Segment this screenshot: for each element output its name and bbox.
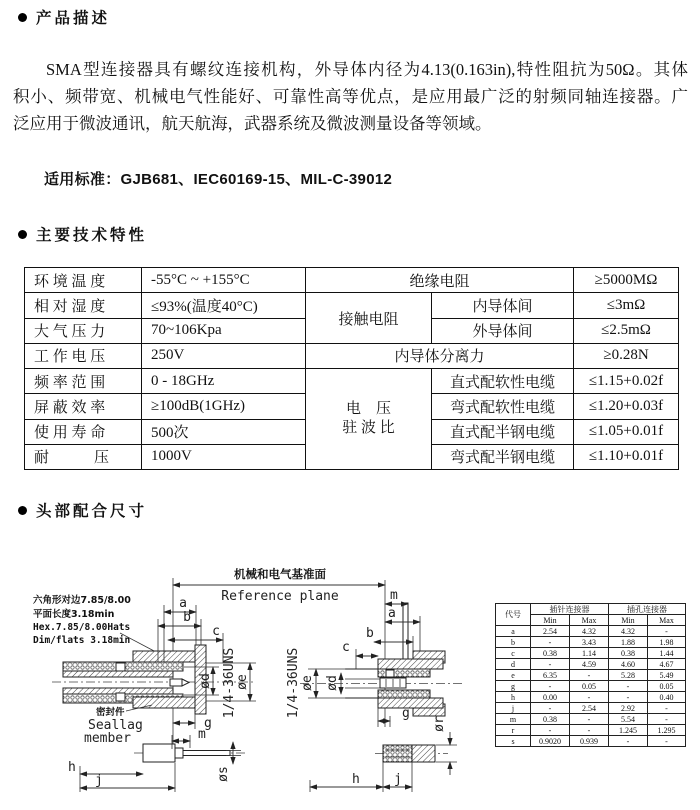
dim-cell: 2.54 [531, 626, 570, 637]
mating-dimension-figure [0, 545, 700, 810]
dim-cell: - [570, 670, 609, 681]
table-row [25, 369, 679, 394]
spec-result: ≥5000MΩ [574, 268, 679, 293]
dim-label-h: h [352, 772, 360, 787]
spec-result: ≥0.28N [574, 343, 679, 368]
spec-value: -55°C ~ +155°C [142, 268, 306, 293]
spec-sub: 直式配半钢电缆 [432, 419, 574, 444]
spec-sub: 外导体间 [432, 318, 574, 343]
note-line: 平面长度3.18min [33, 609, 115, 620]
table-row [496, 670, 686, 681]
dim-cell: 0.05 [648, 681, 686, 692]
seal-member-annotation [84, 705, 152, 746]
table-row [496, 714, 686, 725]
dim-cell: 6.35 [531, 670, 570, 681]
section-heading-product-description [18, 6, 110, 28]
note-line: 六角形对边7.85/8.00 [33, 595, 131, 606]
heading-text: 头部配合尺寸 [36, 502, 148, 520]
bullet-icon [18, 506, 27, 515]
table-row [496, 648, 686, 659]
dim-label-g: g [402, 706, 410, 721]
dim-cell: - [531, 703, 570, 714]
spec-label: 大 气 压 力 [25, 318, 142, 343]
dim-cell: 4.59 [570, 659, 609, 670]
dim-label-m: m [390, 588, 398, 603]
spec-result: ≤1.10+0.01f [574, 444, 679, 469]
dim-cell: 2.92 [609, 703, 648, 714]
dim-code: a [496, 626, 531, 637]
seal-label-cn: 密封件 [96, 707, 125, 718]
applicable-standards: 适用标准：GJB681、IEC60169-15、MIL-C-39012 [44, 171, 393, 188]
spec-result: ≤1.15+0.02f [574, 369, 679, 394]
dim-label-j: j [95, 773, 103, 788]
dim-code: s [496, 736, 531, 747]
dim-code: h [496, 692, 531, 703]
hex-note-annotation [33, 594, 156, 652]
spec-value: 250V [142, 343, 306, 368]
spec-result: ≤2.5mΩ [574, 318, 679, 343]
heading-text: 主要技术特性 [36, 226, 148, 244]
dim-cell: 1.98 [648, 637, 686, 648]
spec-sub: 弯式配软性电缆 [432, 394, 574, 419]
dim-code: c [496, 648, 531, 659]
dim-header-jack: 插孔连接器 [609, 604, 686, 615]
dim-header-max: Max [648, 615, 686, 626]
table-row [496, 736, 686, 747]
dim-cell: 5.54 [609, 714, 648, 725]
dim-cell: 4.60 [609, 659, 648, 670]
section-heading-technical-characteristics [18, 223, 147, 245]
dim-cell: 0.9020 [531, 736, 570, 747]
dim-label-or: ør [432, 716, 447, 732]
reference-plane-label-en: Reference plane [221, 589, 339, 604]
spec-label: 使 用 寿 命 [25, 419, 142, 444]
dim-cell: 1.88 [609, 637, 648, 648]
spec-mid [306, 369, 432, 470]
jack-connector-drawing [286, 588, 465, 727]
spec-label: 耐 压 [25, 444, 142, 469]
dim-header-min: Min [609, 615, 648, 626]
dim-cell: - [531, 659, 570, 670]
dim-label-g: g [204, 716, 212, 731]
dim-label-m: m [198, 727, 206, 742]
spec-mid: 绝缘电阻 [306, 268, 574, 293]
spec-result: ≤3mΩ [574, 293, 679, 318]
spec-sub: 弯式配半钢电缆 [432, 444, 574, 469]
table-row [496, 725, 686, 736]
dim-cell: - [648, 736, 686, 747]
dim-cell: - [648, 703, 686, 714]
table-row [25, 293, 679, 318]
dim-code: r [496, 725, 531, 736]
vswr-line: 电 压 [345, 401, 391, 417]
dim-label-b: b [366, 626, 374, 641]
spec-label: 频 率 范 围 [25, 369, 142, 394]
spec-result: ≤1.20+0.03f [574, 394, 679, 419]
spec-sub: 直式配软性电缆 [432, 369, 574, 394]
seal-label-en: Seallag [88, 718, 143, 733]
dim-header-min: Min [531, 615, 570, 626]
dim-label-a: a [388, 606, 396, 621]
dim-code: m [496, 714, 531, 725]
dim-cell: - [570, 725, 609, 736]
spec-mid: 内导体分离力 [306, 343, 574, 368]
table-row [496, 681, 686, 692]
dim-label-os: øs [216, 766, 231, 782]
dim-cell: 0.38 [531, 648, 570, 659]
dim-cell: - [609, 692, 648, 703]
section-heading-mating-dimensions [18, 499, 147, 521]
dim-cell: - [531, 637, 570, 648]
spec-value: ≤93%(温度40°C) [142, 293, 306, 318]
spec-result: ≤1.05+0.01f [574, 419, 679, 444]
table-row [496, 626, 686, 637]
dim-cell: - [648, 714, 686, 725]
dim-cell: 0.00 [531, 692, 570, 703]
dim-cell: - [570, 692, 609, 703]
dim-cell: 3.43 [570, 637, 609, 648]
dim-cell: - [648, 626, 686, 637]
spec-value: 70~106Kpa [142, 318, 306, 343]
dim-label-od: ød [198, 673, 213, 689]
table-row [496, 604, 686, 615]
table-row [496, 692, 686, 703]
seal-label-en: member [84, 731, 131, 746]
thread-label: 1/4-36UNS [286, 647, 301, 719]
dim-cell: - [609, 736, 648, 747]
table-row [496, 703, 686, 714]
dim-code: d [496, 659, 531, 670]
dim-label-c: c [212, 624, 220, 639]
dim-cell: 1.245 [609, 725, 648, 736]
dim-cell: 0.05 [570, 681, 609, 692]
spec-table [24, 267, 679, 470]
dim-cell: - [531, 681, 570, 692]
dim-label-c: c [342, 640, 350, 655]
spec-value: 1000V [142, 444, 306, 469]
spec-label: 环 境 温 度 [25, 268, 142, 293]
note-line: Hex.7.85/8.00Hats [33, 622, 131, 633]
dim-table [495, 603, 686, 747]
dim-cell: 5.49 [648, 670, 686, 681]
dim-header-pin: 插针连接器 [531, 604, 609, 615]
dim-cell: 0.38 [531, 714, 570, 725]
dim-cell: 5.28 [609, 670, 648, 681]
dim-code: b [496, 637, 531, 648]
dim-cell: 4.32 [570, 626, 609, 637]
spec-mid: 接触电阻 [306, 293, 432, 344]
paragraph-line: 泛应用于微波通讯，航天航海，武器系统及微波测量设备等领域。 [13, 114, 492, 133]
dim-cell: 4.67 [648, 659, 686, 670]
dim-label-a: a [179, 596, 187, 611]
dim-code: g [496, 681, 531, 692]
dim-cell: 0.939 [570, 736, 609, 747]
thread-label: 1/4-36UNS [222, 647, 237, 719]
spec-value: 0 - 18GHz [142, 369, 306, 394]
vswr-line: 驻 波 比 [342, 420, 395, 436]
dim-cell: 1.44 [648, 648, 686, 659]
dim-cell: - [609, 681, 648, 692]
dim-header-code: 代号 [496, 604, 531, 626]
spec-value: ≥100dB(1GHz) [142, 394, 306, 419]
product-description-paragraph [13, 56, 688, 137]
dim-label-b: b [183, 610, 191, 625]
dim-cell: 2.54 [570, 703, 609, 714]
dim-cell: 1.14 [570, 648, 609, 659]
dim-header-max: Max [570, 615, 609, 626]
note-line: Dim/flats 3.18min [33, 635, 131, 646]
dim-label-od: ød [325, 675, 340, 691]
paragraph-line: 积小、频带宽、机械电气性能好、可靠性高等优点，是应用最广泛的射频同轴连接器。广 [13, 87, 688, 106]
paragraph-line: SMA型连接器具有螺纹连接机构，外导体内径为4.13(0.163in),特性阻抗为50Ω。其体 [46, 60, 688, 79]
heading-text: 产品描述 [36, 9, 111, 27]
dim-cell: 1.295 [648, 725, 686, 736]
dim-cell: 0.40 [648, 692, 686, 703]
table-row [496, 637, 686, 648]
table-row [25, 268, 679, 293]
dim-label-oe: øe [300, 675, 315, 691]
dim-label-oe: øe [235, 674, 250, 690]
spec-label: 相 对 湿 度 [25, 293, 142, 318]
dim-label-j: j [394, 772, 402, 787]
spec-value: 500次 [142, 419, 306, 444]
reference-plane-label-cn: 机械和电气基准面 [234, 567, 326, 581]
bullet-icon [18, 13, 27, 22]
dim-cell: 0.38 [609, 648, 648, 659]
dim-code: j [496, 703, 531, 714]
dim-label-h: h [68, 760, 76, 775]
table-row [25, 343, 679, 368]
table-row [496, 659, 686, 670]
jack-washer-detail-drawing [310, 716, 457, 792]
dim-cell: - [531, 725, 570, 736]
dim-cell: 4.32 [609, 626, 648, 637]
bullet-icon [18, 230, 27, 239]
spec-label: 屏 蔽 效 率 [25, 394, 142, 419]
dim-cell: - [570, 714, 609, 725]
dim-code: e [496, 670, 531, 681]
spec-sub: 内导体间 [432, 293, 574, 318]
spec-label: 工 作 电 压 [25, 343, 142, 368]
